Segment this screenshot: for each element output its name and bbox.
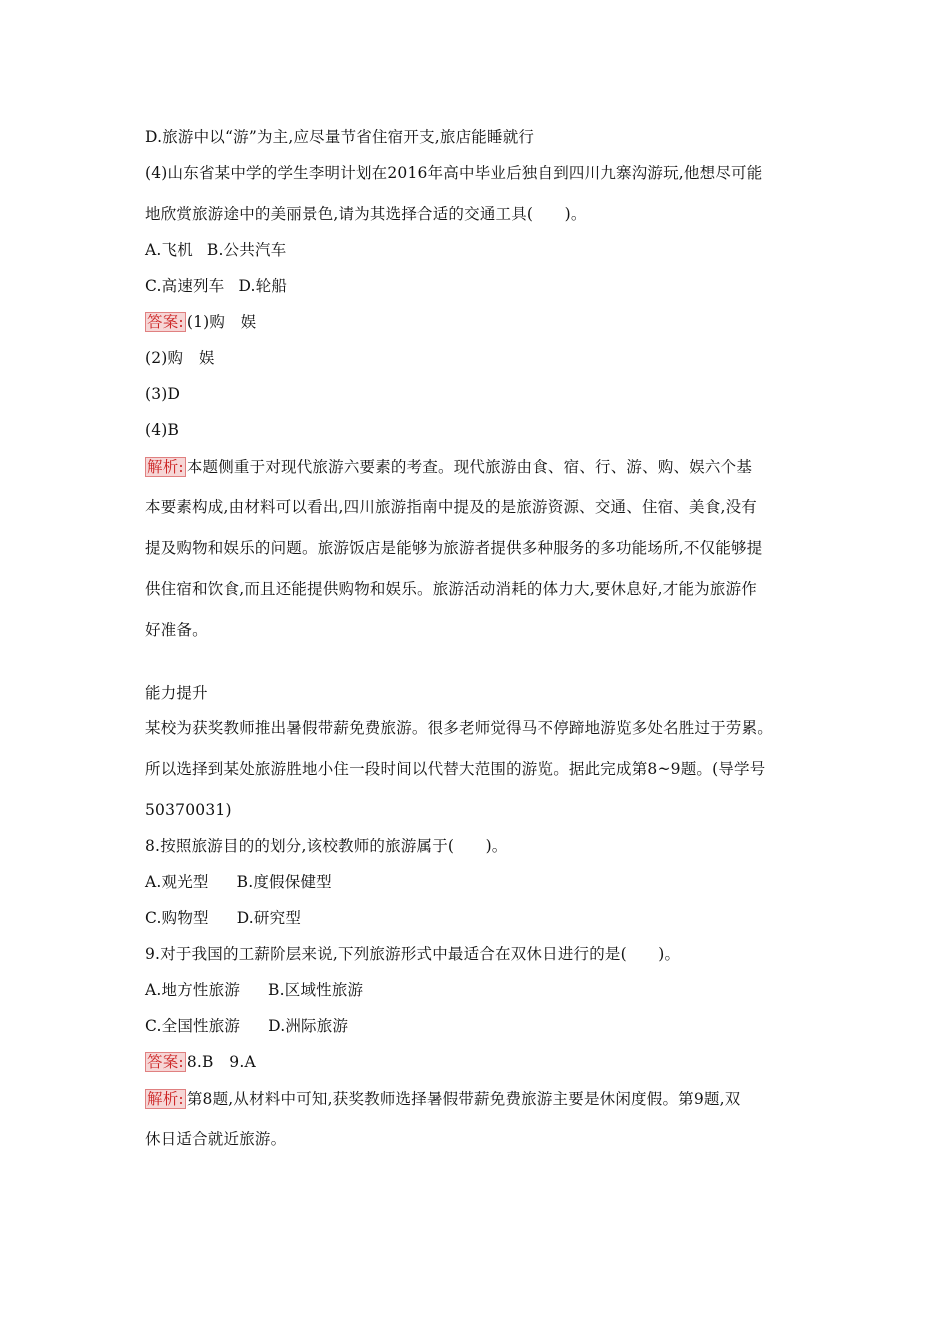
answer-tag: 答案: [147,313,184,331]
option-b: B.区域性旅游 [268,981,364,999]
material-line3: 50370031) [145,801,232,819]
q7-part4-line2: 地欣赏旅游途中的美丽景色,请为其选择合适的交通工具( )。 [145,205,587,223]
option-d: D.洲际旅游 [268,1017,349,1035]
q7-option-d: D.旅游中以“游”为主,应尽量节省住宿开支,旅店能睡就行 [145,128,535,146]
option-d: D.研究型 [236,909,302,927]
q7-answer-1: (1)购 娱 [186,313,257,331]
q7-part4-line1: (4)山东省某中学的学生李明计划在2016年高中毕业后独自到四川九寨沟游玩,他想尽可能 [145,164,763,182]
q89-answer-line [145,1052,810,1072]
q7-answer-4: (4)B [145,421,180,439]
q9-stem: 9.对于我国的工薪阶层来说,下列旅游形式中最适合在双休日进行的是( )。 [145,945,681,963]
q8-options-cd [145,908,810,928]
q7-answer-line [145,312,810,332]
q7-analysis-line2: 本要素构成,由材料可以看出,四川旅游指南中提及的是旅游资源、交通、住宿、美食,没有 [145,498,757,516]
q7-part4-options-ab [145,240,810,260]
q9-options-cd [145,1016,810,1036]
material-line1: 某校为获奖教师推出暑假带薪免费旅游。很多老师觉得马不停蹄地游览多处名胜过于劳累。 [145,719,774,737]
q7-part4-options-cd [145,276,810,296]
option-d: D.轮船 [238,277,288,295]
q8-stem: 8.按照旅游目的的划分,该校教师的旅游属于( )。 [145,837,508,855]
option-a: A.地方性旅游 [145,981,241,999]
q7-analysis-line1: 解析: 本题侧重于对现代旅游六要素的考查。现代旅游由食、宿、行、游、购、娱六个基 [147,458,753,476]
q7-analysis-line3: 提及购物和娱乐的问题。旅游饭店是能够为旅游者提供多种服务的多功能场所,不仅能够提 [145,539,763,557]
q7-answer-2: (2)购 娱 [145,349,215,367]
q89-analysis-line1: 解析: 第8题,从材料中可知,获奖教师选择暑假带薪免费旅游主要是休闲度假。第9题,双 [147,1090,741,1108]
q89-analysis-line2: 休日适合就近旅游。 [145,1130,287,1148]
option-c: C.购物型 [145,909,209,927]
q8-options-ab [145,872,810,892]
material-line2: 所以选择到某处旅游胜地小住一段时间以代替大范围的游览。据此完成第8~9题。(导学号 [145,760,766,778]
q7-answer-3: (3)D [145,385,181,403]
option-b: B.公共汽车 [206,241,287,259]
option-a: A.观光型 [145,873,209,891]
q9-options-ab [145,980,810,1000]
q89-answer: 8.B 9.A [186,1053,256,1071]
option-c: C.全国性旅游 [145,1017,241,1035]
section-title: 能力提升 [145,684,208,702]
q7-analysis-line5: 好准备。 [145,621,208,639]
option-a: A.飞机 [145,241,193,259]
analysis-tag: 解析: [147,1090,184,1108]
option-b: B.度假保健型 [236,873,332,891]
analysis-tag: 解析: [147,458,184,476]
answer-tag: 答案: [147,1053,184,1071]
option-c: C.高速列车 [145,277,225,295]
q7-analysis-line4: 供住宿和饮食,而且还能提供购物和娱乐。旅游活动消耗的体力大,要休息好,才能为旅游作 [145,580,757,598]
